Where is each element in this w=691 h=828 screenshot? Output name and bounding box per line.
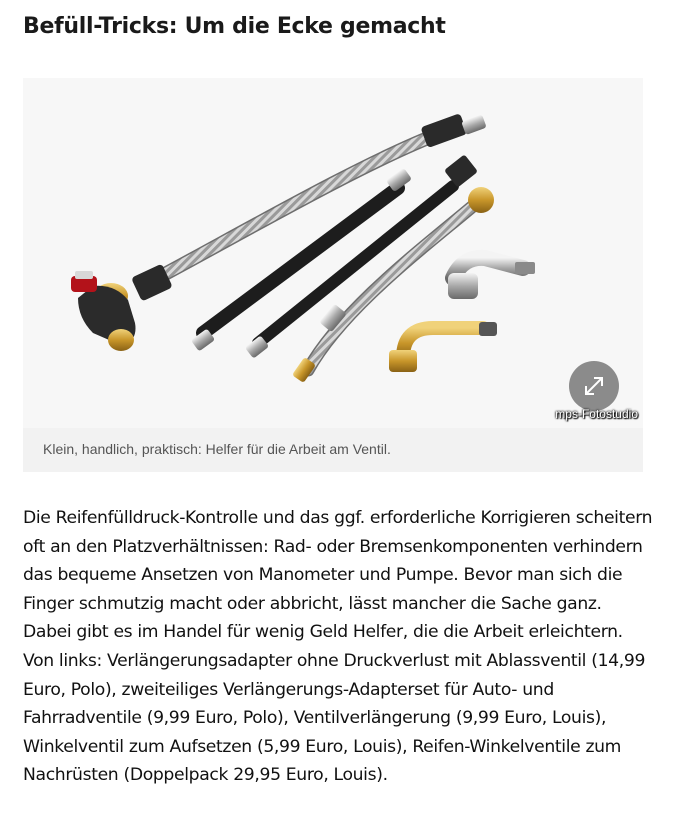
article-body: Die Reifenfülldruck-Kontrolle und das ggf. erforderliche Korrigieren scheitern oft an den Platzverhältnissen: Rad- oder Bremsenkomponenten verhindern das bequeme Ansetzen von Manometer und Pumpe. Bevor man sich die Finger schmutzig macht oder abbricht, lässt mancher die Sache ganz. Dabei gibt es im Handel für wenig Geld Helfer, die die Arbeit erleichtern. Von links: Verlängerungsadapter ohne Druckverlust mit Ablassventil (14,99 Euro, Polo), zweiteiliges Verlängerungs-Adapterset für Auto- und Fahrradventile (9,99 Euro, Polo), Ventilverlängerung (9,99 Euro, Louis), Winkelventil zum Aufsetzen (5,99 Euro, Louis), Reifen-Winkelventile zum Nachrüsten (Doppelpack 29,95 Euro, Louis). [23,508,653,786]
expand-image-button[interactable] [569,361,619,411]
valve-adapters-illustration [23,78,643,428]
photo-credit: mps-Fotostudio [555,407,638,421]
image-caption: Klein, handlich, praktisch: Helfer für die Arbeit am Ventil. [43,441,391,457]
expand-arrows-icon [581,373,607,399]
product-photo[interactable] [23,78,643,428]
article-heading: Befüll-Tricks: Um die Ecke gemacht [23,14,446,39]
article-figure [23,78,643,472]
